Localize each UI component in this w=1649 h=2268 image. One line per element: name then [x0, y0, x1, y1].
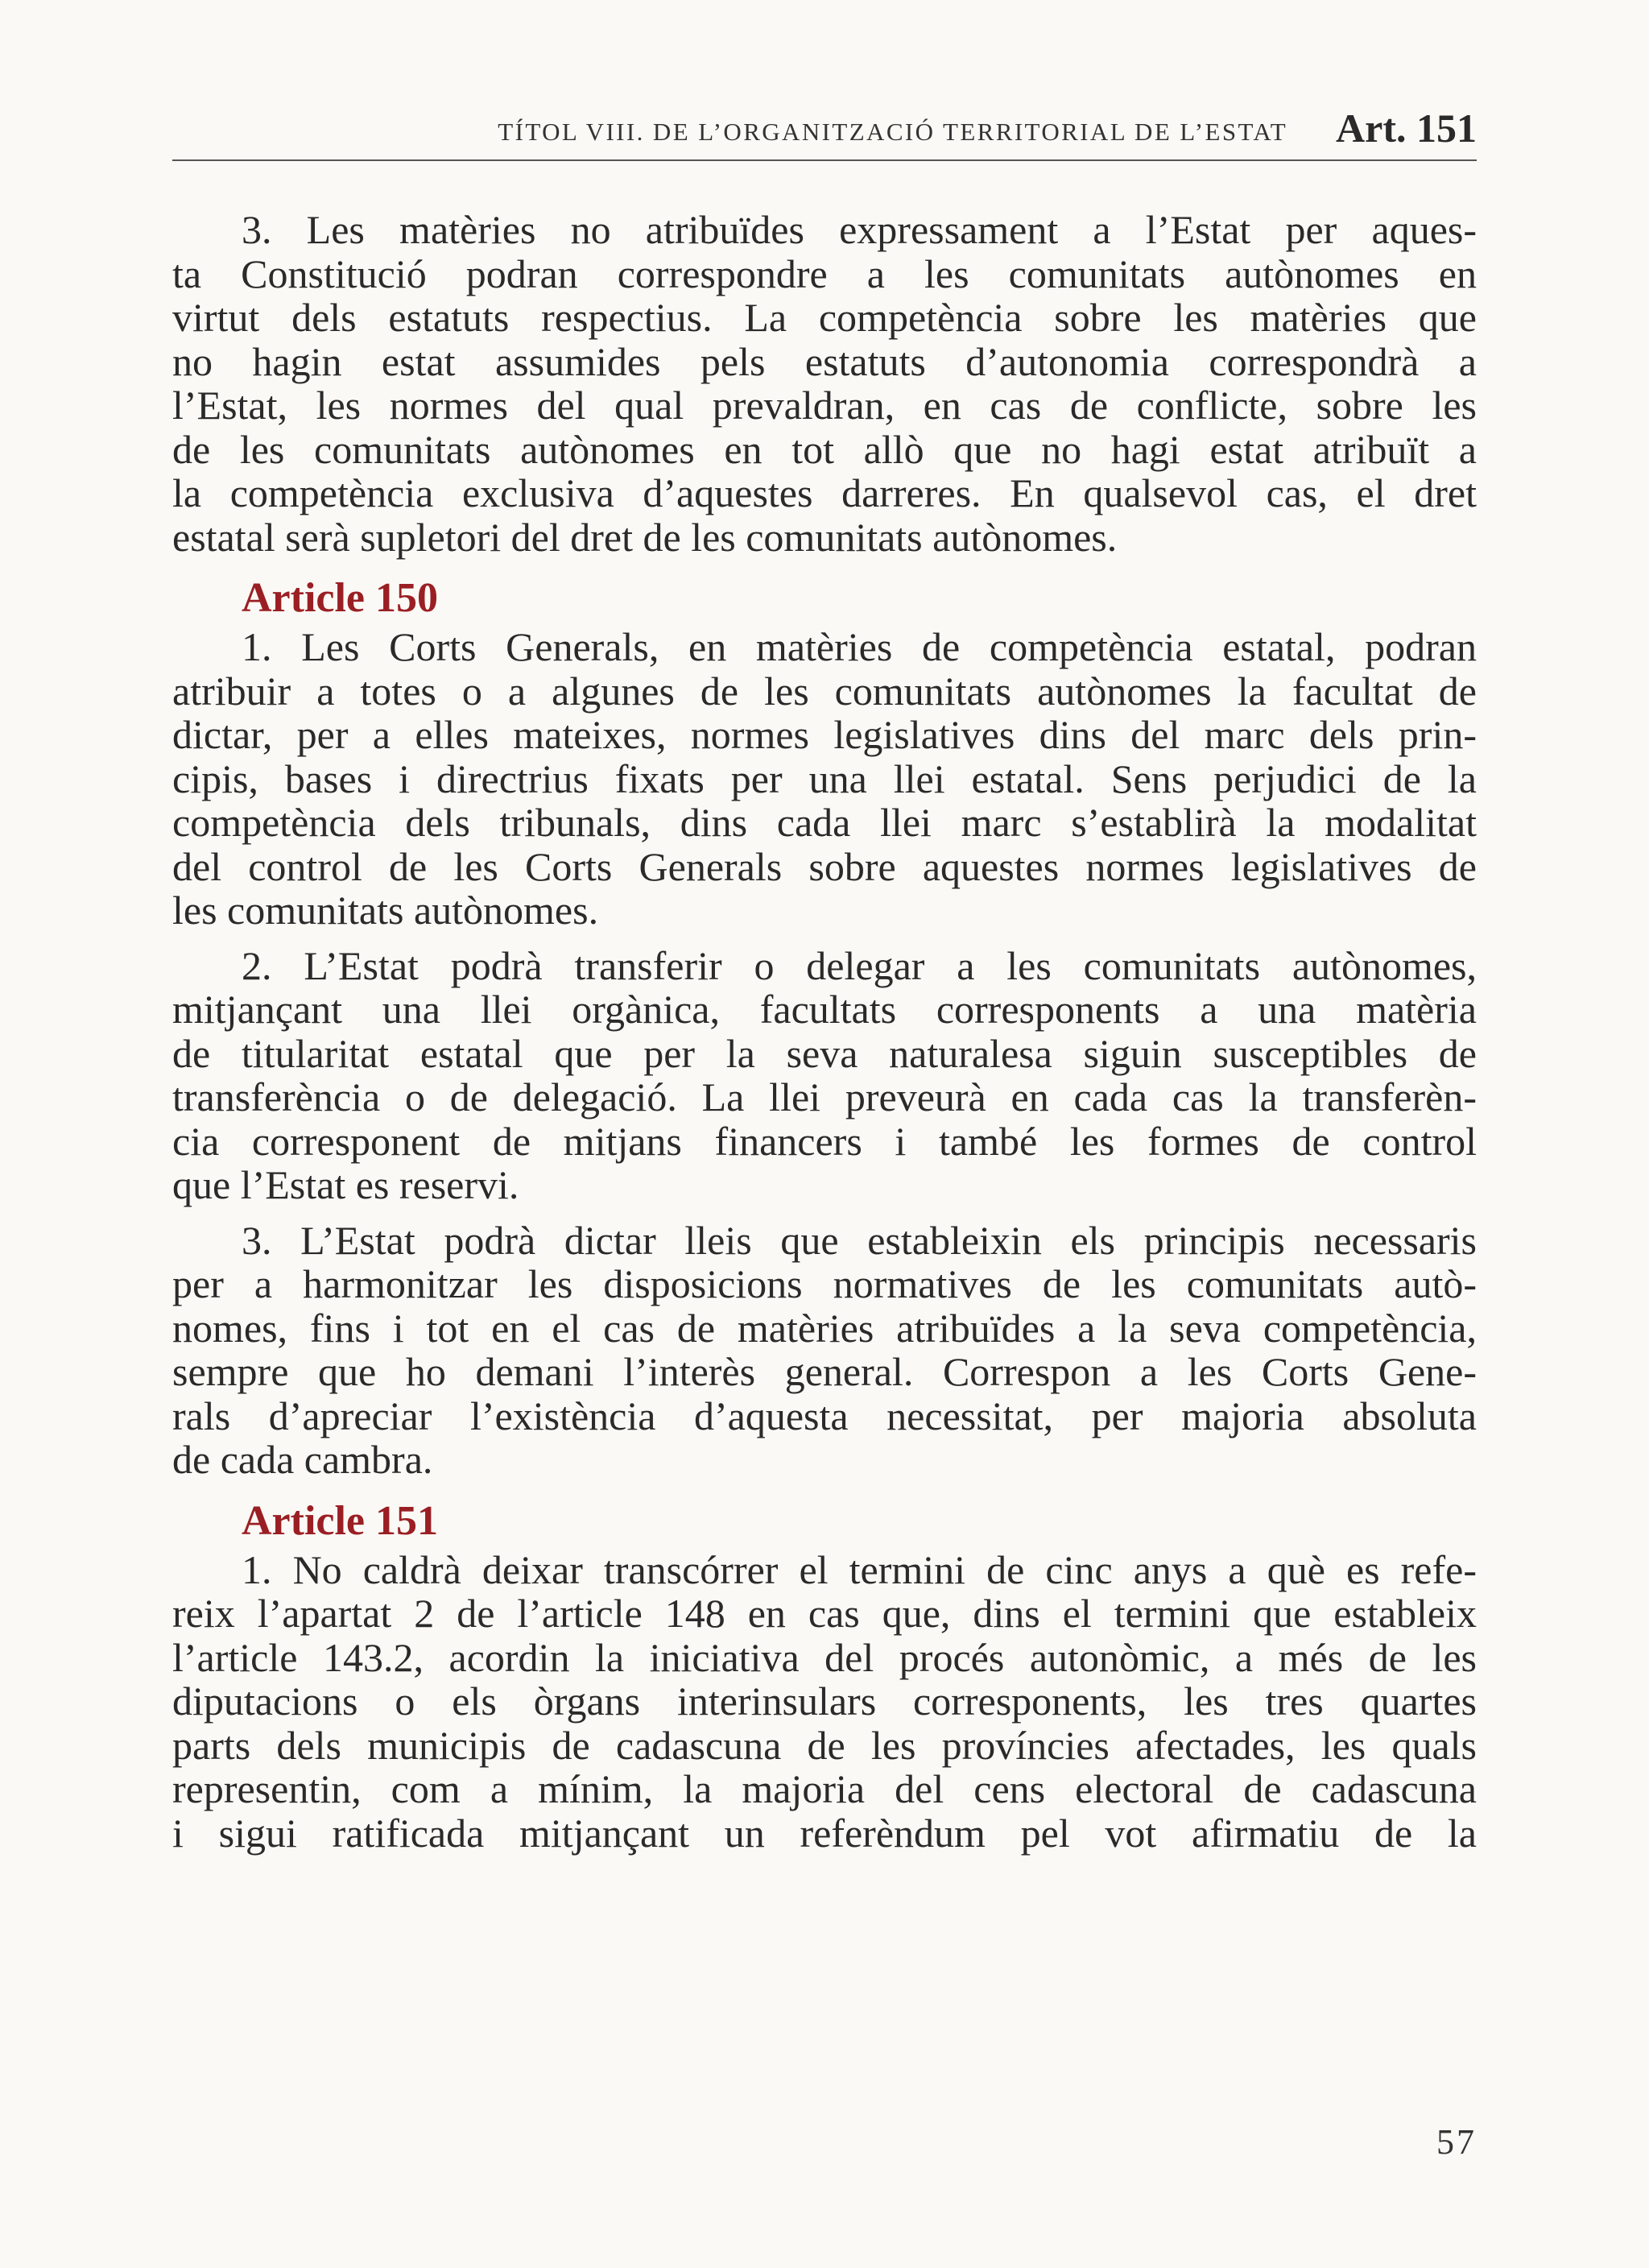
text-line: l’article 143.2, acordin la iniciativa del procés autonòmic, a més de les	[172, 1634, 1477, 1680]
paragraph	[172, 1219, 1477, 1482]
text-line: que l’Estat es reservi.	[172, 1162, 519, 1207]
text-line: transferència o de delegació. La llei preveurà en cada cas la transferèn-	[172, 1074, 1477, 1120]
running-header	[172, 103, 1477, 161]
text-line: nomes, fins i tot en el cas de matèries atribuïdes a la seva competència,	[172, 1305, 1477, 1351]
text-line: i sigui ratificada mitjançant un referèndum pel vot afirmatiu de la	[172, 1810, 1477, 1856]
section-title: TÍTOL VIII. DE L’ORGANITZACIÓ TERRITORIAL DE L’ESTAT	[498, 118, 1288, 146]
text-line: 3. Les matèries no atribuïdes expressament a l’Estat per aques-	[242, 207, 1477, 252]
text-line: les comunitats autònomes.	[172, 888, 599, 933]
text-line: 3. L’Estat podrà dictar lleis que estableixin els principis necessaris	[242, 1217, 1477, 1263]
text-line: del control de les Corts Generals sobre aquestes normes legislatives de	[172, 843, 1477, 889]
text-line: competència dels tribunals, dins cada llei marc s’establirà la modalitat	[172, 800, 1477, 845]
text-line: de cada cambra.	[172, 1437, 433, 1482]
text-line: atribuir a totes o a algunes de les comunitats autònomes la facultat de	[172, 668, 1477, 714]
text-line: de titularitat estatal que per la seva naturalesa siguin susceptibles de	[172, 1030, 1477, 1076]
text-line: mitjançant una llei orgànica, facultats corresponents a una matèria	[172, 987, 1477, 1032]
text-line: rals d’apreciar l’existència d’aquesta necessitat, per majoria absoluta	[172, 1393, 1477, 1438]
text-line: cia corresponent de mitjans financers i també les formes de control	[172, 1118, 1477, 1164]
page-number: 57	[1436, 2122, 1477, 2162]
text-line: diputacions o els òrgans interinsulars corresponents, les tres quartes	[172, 1678, 1477, 1724]
text-line: sempre que ho demani l’interès general. Correspon a les Corts Gene-	[172, 1349, 1477, 1394]
text-line: la competència exclusiva d’aquestes darreres. En qualsevol cas, el dret	[172, 470, 1477, 515]
text-line: parts dels municipis de cadascuna de les províncies afectades, les quals	[172, 1722, 1477, 1768]
text-line: 1. No caldrà deixar transcórrer el termini de cinc anys a què es refe-	[242, 1546, 1477, 1592]
text-line: estatal serà supletori del dret de les comunitats autònomes.	[172, 514, 1118, 560]
page-body	[172, 208, 1477, 1855]
text-line: 2. L’Estat podrà transferir o delegar a les comunitats autònomes,	[242, 942, 1477, 988]
paragraph	[172, 944, 1477, 1207]
article-heading: Article 150	[242, 575, 439, 621]
text-line: virtut dels estatuts respectius. La competència sobre les matèries que	[172, 295, 1477, 340]
article-heading: Article 151	[242, 1497, 439, 1544]
text-line: dictar, per a elles mateixes, normes legislatives dins del marc dels prin-	[172, 712, 1477, 757]
text-line: cipis, bases i directrius fixats per una llei estatal. Sens perjudici de la	[172, 755, 1477, 801]
text-line: representin, com a mínim, la majoria del cens electoral de cadascuna	[172, 1766, 1477, 1811]
article-reference: Art. 151	[1336, 106, 1477, 151]
paragraph	[172, 208, 1477, 559]
text-line: l’Estat, les normes del qual prevaldran, en cas de conflicte, sobre les	[172, 383, 1477, 428]
text-line: ta Constitució podran correspondre a les comunitats autònomes en	[172, 250, 1477, 296]
text-line: de les comunitats autònomes en tot allò que no hagi estat atribuït a	[172, 426, 1477, 472]
text-line: per a harmonitzar les disposicions normatives de les comunitats autò-	[172, 1261, 1477, 1306]
paragraph	[172, 1548, 1477, 1856]
text-line: reix l’apartat 2 de l’article 148 en cas que, dins el termini que estableix	[172, 1591, 1477, 1636]
text-line: no hagin estat assumides pels estatuts d’autonomia correspondrà a	[172, 338, 1477, 384]
text-line: 1. Les Corts Generals, en matèries de competència estatal, podran	[242, 624, 1477, 669]
paragraph	[172, 625, 1477, 933]
